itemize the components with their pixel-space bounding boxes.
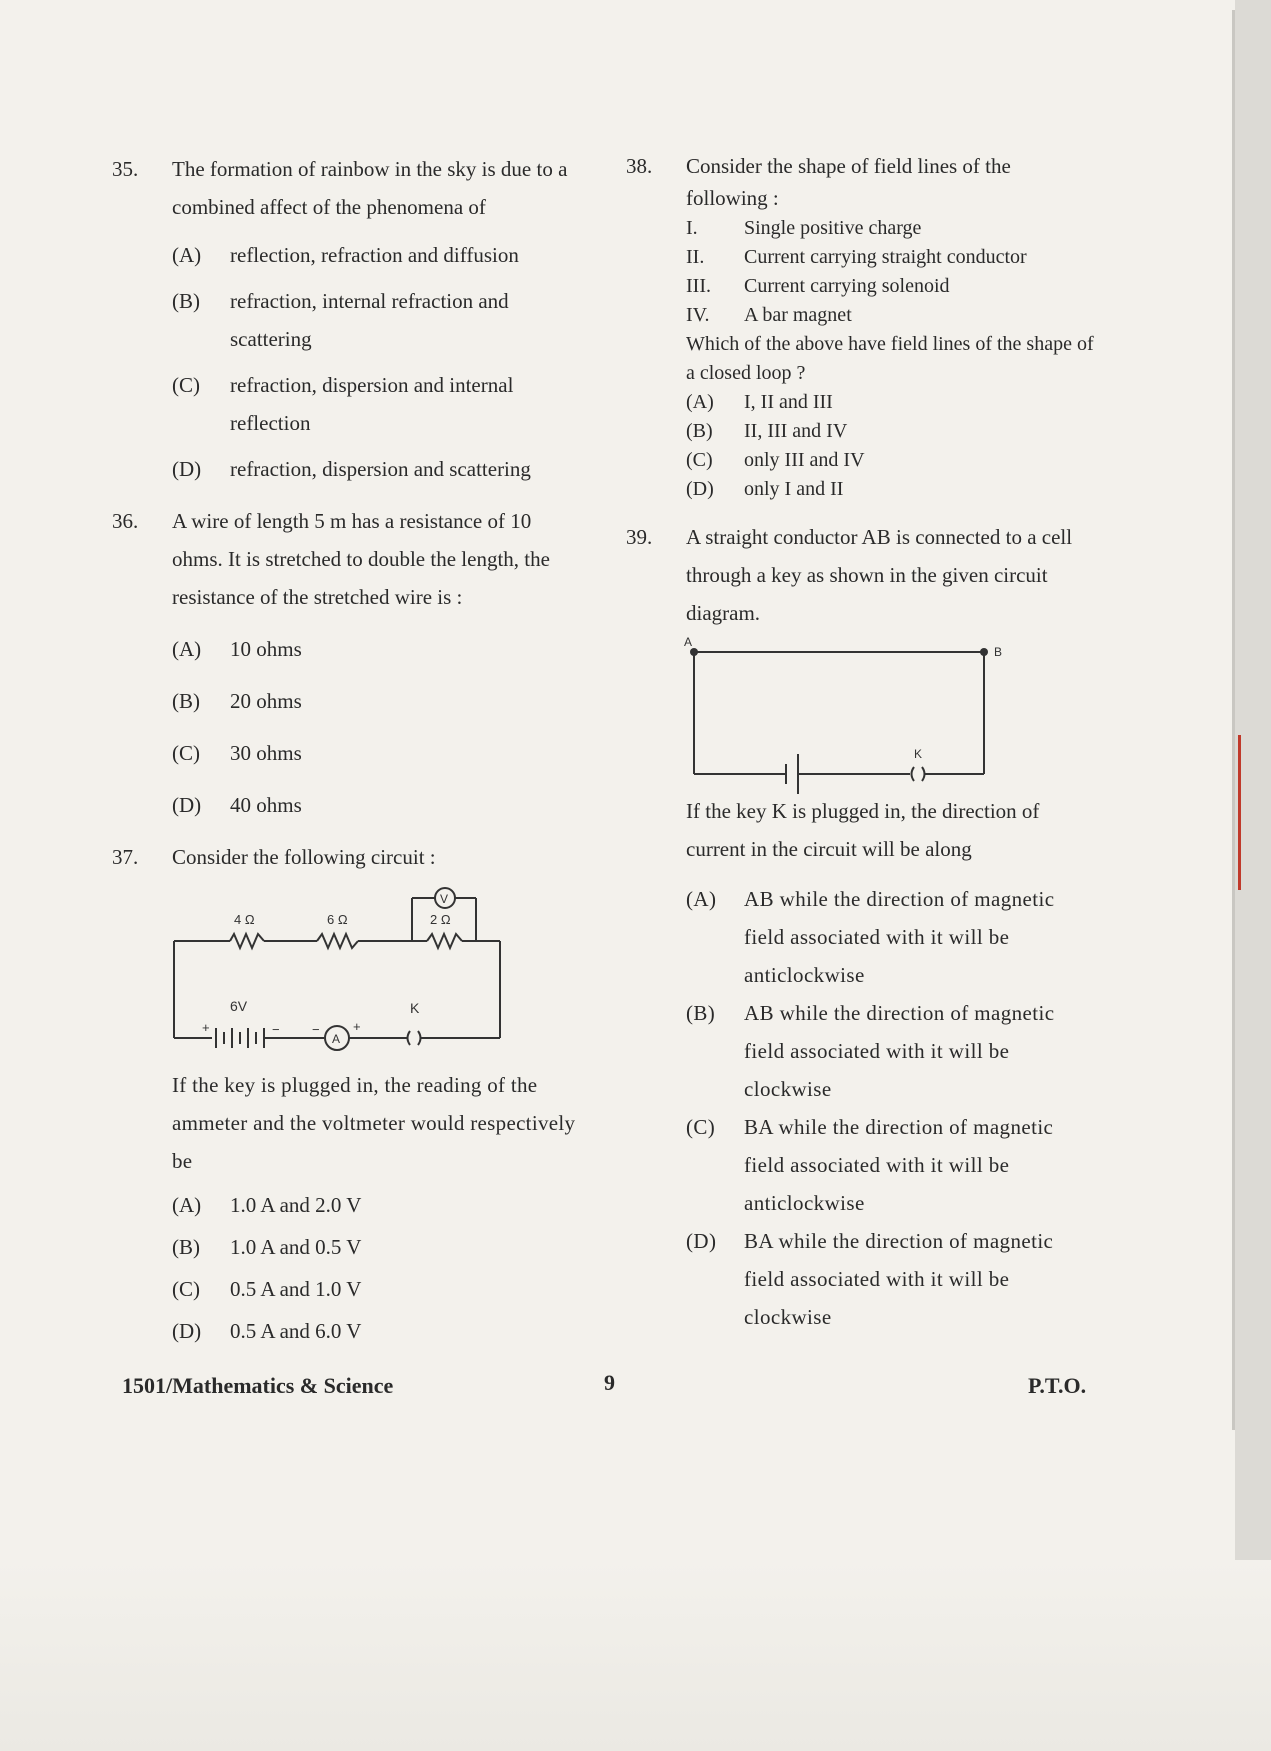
- list-item-iv: [686, 301, 1096, 330]
- option-text: refraction, internal refraction and scattering: [230, 289, 509, 351]
- list-text: A bar magnet: [744, 304, 852, 326]
- ammeter-letter: A: [332, 1032, 341, 1046]
- cell-symbol: [786, 754, 798, 794]
- option-c: [172, 734, 582, 772]
- question-38: [626, 150, 1096, 214]
- question-39: [626, 518, 1096, 632]
- question-number: 36.: [112, 509, 139, 533]
- list-label: I.: [686, 217, 698, 239]
- question-37-followup: If the key is plugged in, the reading of the ammeter and the voltmeter would respectively be: [172, 1073, 576, 1173]
- option-text: 40 ohms: [230, 793, 302, 817]
- option-d: [686, 475, 1096, 504]
- option-text: AB while the direction of magnetic field associated with it will be anticlockwise: [744, 887, 1055, 987]
- key-symbol: [408, 1031, 421, 1045]
- resistor-4-ohm: [230, 934, 264, 948]
- option-text: reflection, refraction and diffusion: [230, 243, 519, 267]
- option-label: (D): [686, 478, 714, 500]
- question-35: [112, 150, 582, 226]
- pto-label: P.T.O.: [1028, 1373, 1087, 1398]
- key-symbol: [912, 767, 925, 781]
- option-d: [172, 450, 582, 488]
- option-b: [172, 682, 582, 720]
- circuit-diagram-39: [686, 632, 1016, 792]
- option-label: (D): [172, 1319, 202, 1343]
- question-number: 39.: [626, 525, 653, 549]
- option-text: refraction, dispersion and internal reflection: [230, 373, 514, 435]
- question-stem: A wire of length 5 m has a resistance of 10 ohms. It is stretched to double the length, the resistance of the stretched wire is :: [172, 509, 550, 609]
- resistor-label-2: 2 Ω: [430, 912, 451, 927]
- question-stem: A straight conductor AB is connected to a cell through a key as shown in the given circuit diagram.: [686, 525, 1073, 625]
- option-label: (C): [686, 449, 713, 471]
- option-text: BA while the direction of magnetic field associated with it will be clockwise: [744, 1229, 1054, 1329]
- option-label: (C): [172, 1277, 200, 1301]
- option-label: (C): [172, 741, 200, 765]
- red-edge-mark: [1238, 735, 1241, 890]
- option-a: [686, 388, 1096, 417]
- battery-plus: +: [202, 1020, 210, 1035]
- option-d: [172, 786, 582, 824]
- option-d: [686, 1222, 1096, 1336]
- option-text: BA while the direction of magnetic field associated with it will be anticlockwise: [744, 1115, 1054, 1215]
- list-text: Single positive charge: [744, 217, 922, 239]
- option-text: only III and IV: [744, 449, 865, 471]
- option-c: [172, 1270, 582, 1308]
- terminal-a: [690, 648, 698, 656]
- question-stem: The formation of rainbow in the sky is due to a combined affect of the phenomena of: [172, 157, 568, 219]
- option-label: (C): [172, 373, 200, 397]
- list-label: III.: [686, 275, 711, 297]
- circuit-diagram-37: [172, 876, 642, 1066]
- question-39-followup: If the key K is plugged in, the direction of current in the circuit will be along: [686, 799, 1040, 861]
- list-item-iii: [686, 272, 1096, 301]
- option-text: 1.0 A and 0.5 V: [230, 1235, 362, 1259]
- option-label: (B): [686, 420, 713, 442]
- option-text: 0.5 A and 1.0 V: [230, 1277, 362, 1301]
- option-text: I, II and III: [744, 391, 833, 413]
- option-text: AB while the direction of magnetic field associated with it will be clockwise: [744, 1001, 1055, 1101]
- list-label: II.: [686, 246, 705, 268]
- option-label: (B): [172, 1235, 200, 1259]
- battery-label: 6V: [230, 998, 248, 1014]
- option-text: 20 ohms: [230, 689, 302, 713]
- option-b: [172, 282, 582, 358]
- option-label: (B): [686, 1001, 716, 1025]
- option-d: [172, 1312, 582, 1350]
- list-item-i: [686, 214, 1096, 243]
- question-37: [112, 838, 582, 876]
- list-item-ii: [686, 243, 1096, 272]
- question-number: 38.: [626, 154, 653, 178]
- option-a: [172, 236, 582, 274]
- option-label: (A): [172, 243, 202, 267]
- option-text: 10 ohms: [230, 637, 302, 661]
- option-c: [686, 446, 1096, 475]
- option-c: [686, 1108, 1096, 1222]
- question-stem: Consider the following circuit :: [172, 845, 436, 869]
- option-a: [172, 630, 582, 668]
- key-label: K: [410, 1000, 420, 1016]
- option-label: (B): [172, 289, 200, 313]
- label-b: B: [994, 645, 1003, 659]
- label-a: A: [684, 635, 693, 649]
- option-label: (D): [172, 457, 202, 481]
- resistor-label-6: 6 Ω: [327, 912, 348, 927]
- option-label: (C): [686, 1115, 716, 1139]
- page-edge-line: [1232, 10, 1235, 1430]
- ammeter-minus: −: [312, 1022, 320, 1037]
- resistor-2-ohm: [427, 934, 462, 948]
- page-number: 9: [604, 1370, 615, 1395]
- option-text: 1.0 A and 2.0 V: [230, 1193, 362, 1217]
- option-label: (A): [686, 391, 714, 413]
- list-text: Current carrying solenoid: [744, 275, 950, 297]
- question-number: 35.: [112, 157, 139, 181]
- option-label: (A): [172, 1193, 202, 1217]
- bottom-margin: [0, 1560, 1271, 1751]
- option-label: (B): [172, 689, 200, 713]
- option-a: [172, 1186, 582, 1224]
- option-text: refraction, dispersion and scattering: [230, 457, 531, 481]
- ammeter-plus: +: [353, 1019, 361, 1034]
- paper-code: 1501/Mathematics & Science: [122, 1373, 394, 1398]
- voltmeter-letter: V: [440, 892, 449, 906]
- option-c: [172, 366, 582, 442]
- right-column: [626, 150, 1096, 1336]
- question-38-prompt: Which of the above have field lines of the shape of a closed loop ?: [686, 333, 1094, 384]
- option-label: (A): [172, 637, 202, 661]
- battery-symbol: [216, 1028, 264, 1048]
- option-b: [686, 994, 1096, 1108]
- question-number: 37.: [112, 845, 139, 869]
- question-36: [112, 502, 582, 616]
- option-text: 30 ohms: [230, 741, 302, 765]
- resistor-label-4: 4 Ω: [234, 912, 255, 927]
- question-stem: Consider the shape of field lines of the following :: [686, 154, 1011, 210]
- option-label: (D): [172, 793, 202, 817]
- option-label: (D): [686, 1229, 717, 1253]
- list-label: IV.: [686, 304, 710, 326]
- left-column: [112, 150, 582, 1350]
- terminal-b: [980, 648, 988, 656]
- option-text: only I and II: [744, 478, 844, 500]
- option-label: (A): [686, 887, 717, 911]
- option-text: II, III and IV: [744, 420, 848, 442]
- resistor-6-ohm: [317, 934, 358, 948]
- label-k: K: [914, 747, 923, 761]
- battery-minus: −: [272, 1022, 280, 1037]
- option-text: 0.5 A and 6.0 V: [230, 1319, 362, 1343]
- option-b: [686, 417, 1096, 446]
- list-text: Current carrying straight conductor: [744, 246, 1027, 268]
- option-a: [686, 880, 1096, 994]
- option-b: [172, 1228, 582, 1266]
